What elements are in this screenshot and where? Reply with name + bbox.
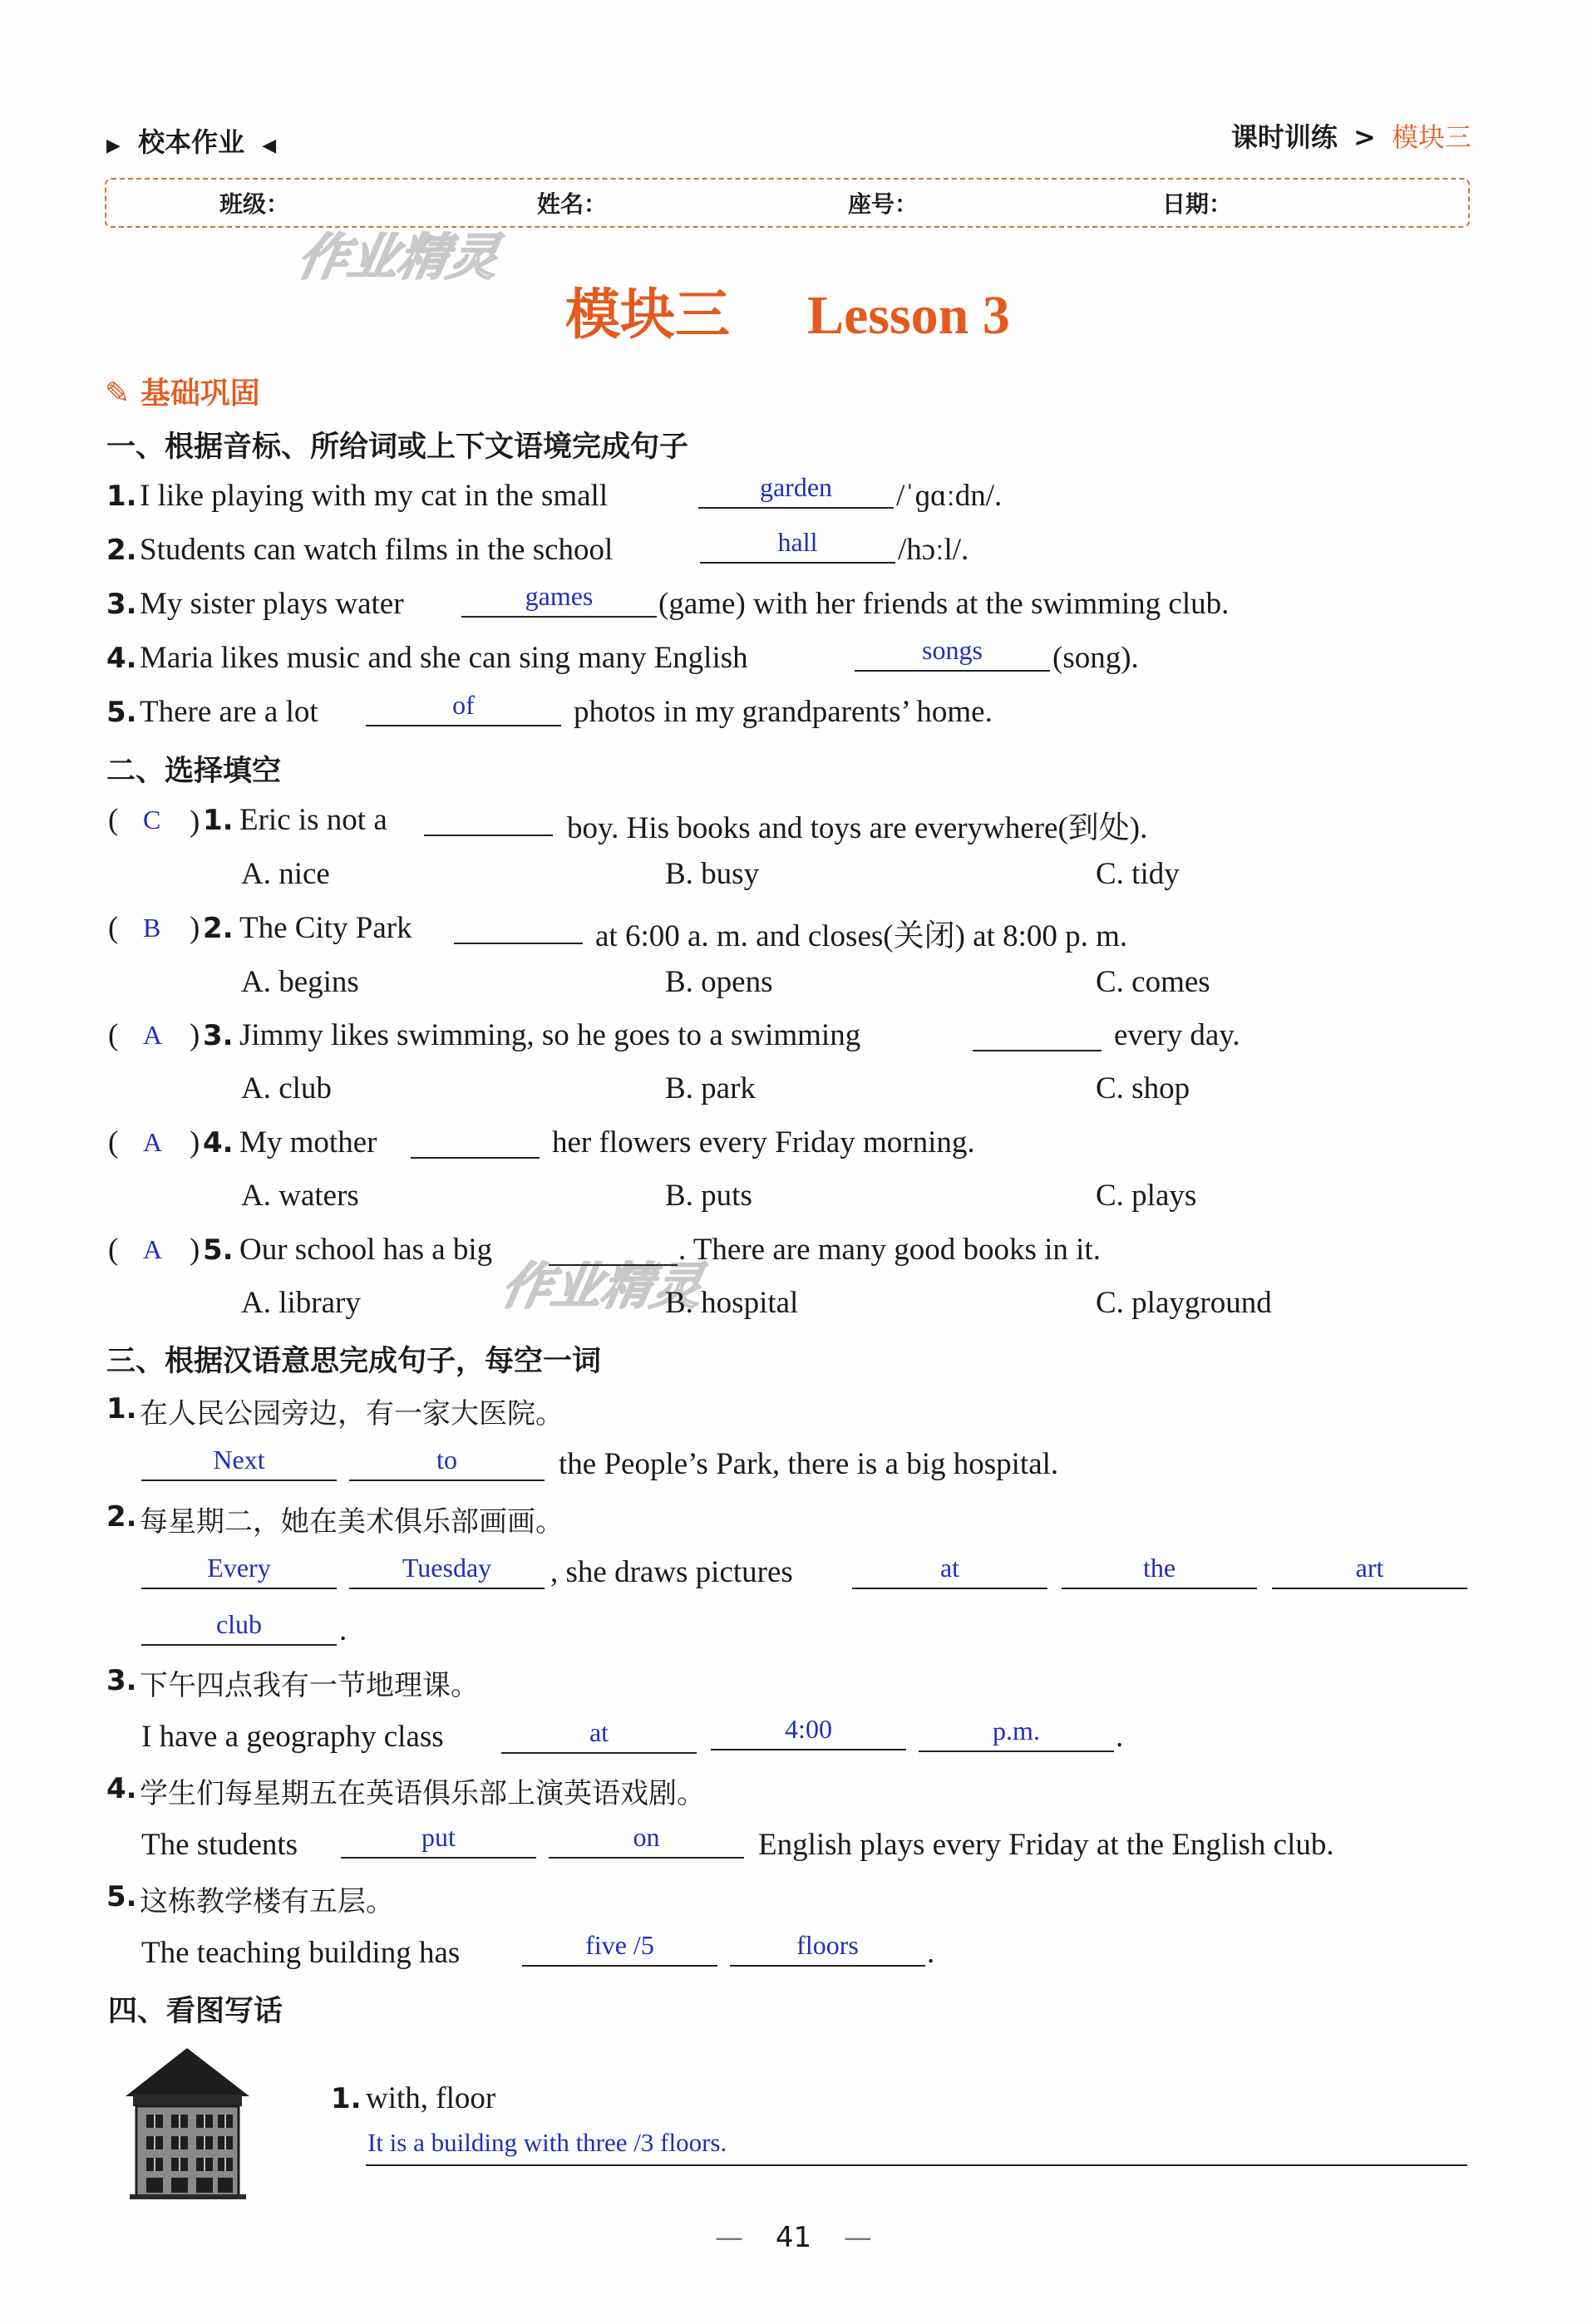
answer-blank[interactable]: Next [141, 1443, 337, 1481]
answer-blank[interactable]: hall [700, 525, 895, 564]
option-a[interactable]: A. club [241, 1071, 332, 1105]
breadcrumb-current: 模块三 [1391, 121, 1471, 153]
item-number: 5. [203, 1233, 234, 1267]
written-answer[interactable]: It is a building with three /3 floors. [367, 2128, 727, 2157]
answer-blank[interactable]: five /5 [522, 1928, 717, 1967]
chinese-prompt: 在人民公园旁边，有一家大医院。 [140, 1397, 564, 1430]
name-field[interactable]: 姓名： [537, 190, 608, 218]
item-text: , she draws pictures [550, 1555, 793, 1589]
item-text: Jimmy likes swimming, so he goes to a swimming [239, 1018, 861, 1052]
answer-line [366, 2164, 1467, 2166]
item-text: . [1116, 1720, 1124, 1754]
paren-open: ( [108, 803, 119, 837]
watermark-top: 作业精灵 [293, 229, 504, 287]
item-text: The students [141, 1828, 298, 1862]
question-blank[interactable] [973, 1013, 1102, 1051]
paren-open: ( [108, 1233, 119, 1267]
item-text: I like playing with my cat in the small [140, 479, 609, 513]
paren-close: ) [190, 1125, 200, 1160]
building-picture [123, 2046, 252, 2200]
part4-heading: 四、看图写话 [108, 1995, 283, 2028]
item-number: 3. [106, 1664, 137, 1697]
answer-blank[interactable]: 4:00 [711, 1712, 906, 1750]
title-module: 模块三 [565, 283, 730, 347]
page-footer [715, 2221, 872, 2254]
paren-open: ( [108, 1125, 119, 1160]
answer-blank[interactable]: club [141, 1608, 337, 1646]
item-text: I have a geography class [141, 1720, 444, 1754]
answer-blank[interactable]: the [1062, 1551, 1257, 1589]
item-number: ) [190, 805, 200, 839]
answer-blank[interactable]: Every [141, 1551, 337, 1589]
building-roof [126, 2048, 249, 2096]
item-number: 5. [106, 1880, 137, 1913]
item-text: My mother [239, 1125, 377, 1160]
breadcrumb-prefix: 课时训练 [1230, 121, 1338, 153]
item-text: Maria likes music and she can sing many English [140, 641, 748, 675]
item-number: 5. [106, 696, 137, 729]
item-text: /ˈɡɑːdn/. [896, 479, 1003, 513]
item-text: her flowers every Friday morning. [552, 1125, 975, 1160]
header-left-label: 校本作业 [138, 126, 245, 158]
item-number: 4. [203, 1126, 234, 1160]
option-b[interactable]: B. busy [665, 857, 760, 891]
option-b[interactable]: B. opens [665, 965, 773, 999]
item-number: 2. [106, 1500, 137, 1534]
item-text: photos in my grandparents’ home. [574, 695, 993, 729]
option-b[interactable]: B. puts [665, 1179, 752, 1213]
option-c[interactable]: C. plays [1096, 1179, 1197, 1213]
paren-close: ) [190, 1018, 200, 1052]
item-number: 1. [106, 480, 137, 513]
choice-answer[interactable]: A [143, 1020, 163, 1050]
breadcrumb [1231, 116, 1471, 155]
answer-blank[interactable]: of [366, 688, 561, 726]
part3-heading: 三、根据汉语意思完成句子，每空一词 [106, 1345, 602, 1378]
class-field[interactable]: 班级： [219, 190, 290, 218]
item-text: Students can watch films in the school [140, 533, 614, 567]
item-number: 2. [106, 534, 137, 567]
title-lesson: Lesson 3 [806, 285, 1010, 346]
seat-field[interactable]: 座号： [848, 190, 919, 218]
question-blank[interactable] [424, 798, 553, 836]
choice-answer[interactable]: C [143, 805, 161, 835]
paren-open: ( [108, 911, 119, 945]
choice-answer[interactable]: A [143, 1234, 163, 1264]
question-blank[interactable] [411, 1120, 540, 1159]
option-b[interactable]: B. hospital [665, 1286, 799, 1320]
chinese-prompt: 每星期二，她在美术俱乐部画画。 [140, 1505, 564, 1539]
item-number: 2. [203, 912, 234, 945]
paren-close: ) [190, 1233, 200, 1267]
answer-blank[interactable]: to [349, 1443, 545, 1481]
answer-blank[interactable]: p.m. [919, 1714, 1114, 1752]
item-number: 1. [331, 2082, 362, 2115]
item-text: . There are many good books in it. [678, 1233, 1101, 1267]
item-text: Eric is not a [239, 803, 387, 837]
option-a[interactable]: A. waters [241, 1179, 359, 1213]
word-prompt: with, floor [366, 2081, 496, 2115]
choice-answer[interactable]: B [143, 913, 161, 943]
answer-blank[interactable]: at [501, 1716, 697, 1754]
breadcrumb-separator: > [1353, 121, 1376, 153]
page-number: 41 [775, 2221, 812, 2254]
item-number: 1. [106, 1392, 137, 1425]
option-c[interactable]: C. playground [1096, 1286, 1272, 1320]
item-text: boy. His books and toys are everywhere(到处). [567, 811, 1148, 845]
option-a[interactable]: A. nice [241, 857, 330, 891]
item-text: English plays every Friday at the English club. [758, 1828, 1334, 1862]
option-c[interactable]: C. comes [1096, 965, 1210, 999]
answer-blank[interactable]: put [341, 1820, 536, 1859]
chinese-prompt: 学生们每星期五在英语俱乐部上演英语戏剧。 [140, 1777, 705, 1810]
item-text: /hɔːl/. [898, 533, 969, 567]
part1-heading: 一、根据音标、所给词或上下文语境完成句子 [106, 431, 689, 464]
watermark-middle: 作业精灵 [496, 1258, 707, 1316]
chinese-prompt: 下午四点我有一节地理课。 [140, 1669, 479, 1702]
header-left [106, 121, 276, 160]
item-text: . [339, 1613, 347, 1647]
building-base [130, 2194, 246, 2199]
answer-blank[interactable]: at [852, 1551, 1047, 1589]
option-c[interactable]: C. tidy [1096, 857, 1180, 891]
reverse-play-icon: ◀ [262, 135, 277, 156]
item-text: There are a lot [140, 695, 318, 729]
play-icon: ▶ [106, 135, 121, 156]
item-text: every day. [1114, 1018, 1240, 1052]
item-number: 4. [106, 1772, 137, 1805]
option-a[interactable]: A. begins [241, 965, 359, 999]
answer-blank[interactable]: games [461, 579, 657, 618]
answer-blank[interactable]: Tuesday [349, 1551, 545, 1589]
item-text: Our school has a big [239, 1233, 493, 1267]
answer-blank[interactable]: on [549, 1820, 744, 1859]
item-text: (song). [1052, 641, 1139, 675]
option-a[interactable]: A. library [241, 1286, 361, 1320]
paren-open: ( [108, 1018, 119, 1052]
footer-dash: — [843, 2221, 872, 2254]
item-text: the People’s Park, there is a big hospital. [559, 1447, 1059, 1481]
item-number: 3. [203, 1019, 234, 1052]
item-text: The teaching building has [141, 1936, 461, 1970]
item-number: 4. [106, 642, 137, 675]
item-text: The City Park [239, 911, 412, 945]
option-c[interactable]: C. shop [1096, 1071, 1190, 1105]
item-text: at 6:00 a. m. and closes(关闭) at 8:00 p. m. [595, 919, 1128, 953]
chinese-prompt: 这栋教学楼有五层。 [140, 1885, 394, 1918]
option-b[interactable]: B. park [665, 1071, 756, 1105]
page-title [565, 270, 1010, 349]
building-eave [133, 2095, 242, 2106]
pencil-icon: ✎ [105, 377, 131, 411]
basics-label-text: 基础巩固 [140, 377, 260, 411]
item-number: 1. [203, 804, 234, 837]
item-text: (game) with her friends at the swimming club. [658, 587, 1230, 621]
basics-label [105, 370, 260, 412]
answer-blank[interactable]: floors [730, 1928, 925, 1967]
item-text: . [927, 1936, 935, 1970]
answer-blank[interactable]: garden [698, 470, 894, 509]
part2-heading: 二、选择填空 [106, 755, 282, 788]
paren-close: ) [190, 911, 200, 945]
item-number: 3. [106, 588, 137, 621]
question-blank[interactable] [454, 906, 583, 944]
answer-blank[interactable]: art [1272, 1551, 1467, 1589]
question-blank[interactable] [549, 1228, 678, 1266]
item-text: My sister plays water [140, 587, 404, 621]
footer-dash: — [715, 2221, 743, 2254]
date-field[interactable]: 日期： [1162, 190, 1233, 218]
choice-answer[interactable]: A [143, 1127, 163, 1157]
answer-blank[interactable]: songs [855, 633, 1050, 672]
